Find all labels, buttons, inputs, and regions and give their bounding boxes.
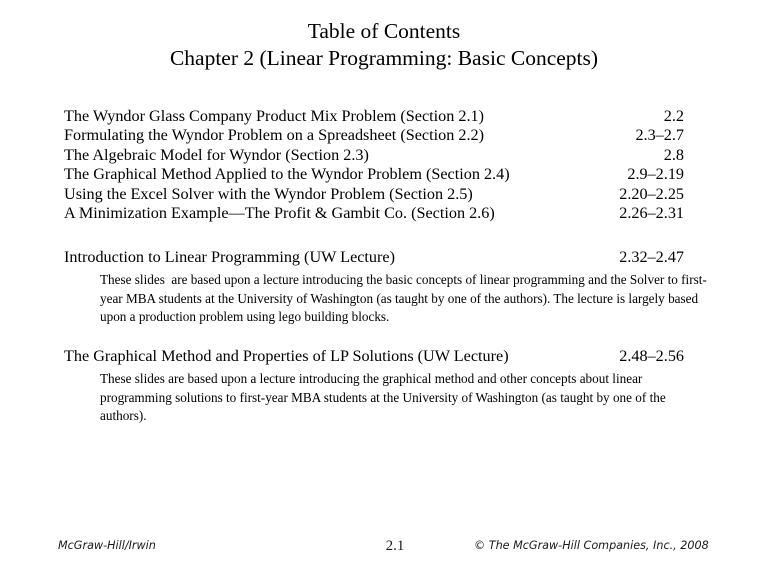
toc-entry[interactable] (64, 204, 684, 223)
toc-entry-label: A Minimization Example—The Profit & Gambit Co. (Section 2.6) (64, 203, 495, 222)
toc-entry-pages: 2.3–2.7 (635, 126, 684, 145)
lecture-description: These slides are based upon a lecture introducing the basic concepts of linear programming and the Solver to first-year MBA students at the University of Washington (as taught by one of the authors). The lecture is largely based upon a production problem using lego building blocks. (100, 272, 707, 324)
toc-entry[interactable] (64, 126, 684, 145)
toc-entry-pages: 2.9–2.19 (627, 165, 684, 184)
toc-entry-label: The Graphical Method Applied to the Wyndor Problem (Section 2.4) (64, 165, 510, 184)
toc-entry[interactable] (64, 107, 684, 126)
toc-entry-label: The Wyndor Glass Company Product Mix Problem (Section 2.1) (64, 107, 485, 125)
toc-entry-pages: 2.20–2.25 (619, 184, 684, 203)
lecture-entry (64, 347, 708, 425)
toc-entry-label: The Algebraic Model for Wyndor (Section 2.3) (64, 145, 369, 164)
lecture-header[interactable] (64, 347, 684, 366)
lecture-title: Introduction to Linear Programming (UW Lecture) (64, 248, 395, 266)
toc-entry-pages: 2.8 (663, 145, 684, 164)
footer-copyright: © The McGraw-Hill Companies, Inc., 2008 (474, 539, 709, 552)
toc-entry[interactable] (64, 185, 684, 204)
table-of-contents-list (64, 107, 684, 223)
lecture-header[interactable] (64, 248, 684, 267)
title-line-secondary: Chapter 2 (Linear Programming: Basic Concepts) (169, 46, 599, 70)
toc-entry[interactable] (64, 165, 684, 184)
footer-publisher: McGraw-Hill/Irwin (58, 539, 156, 552)
title-line-primary: Table of Contents (307, 19, 461, 43)
lecture-entry (64, 248, 708, 326)
lecture-description: These slides are based upon a lecture introducing the graphical method and other concepts about linear programming solutions to first-year MBA students at the University of Washington (as taught by one of the authors). (100, 371, 669, 423)
toc-entry[interactable] (64, 146, 684, 165)
toc-entry-pages: 2.2 (663, 107, 684, 125)
lecture-pages: 2.48–2.56 (619, 347, 684, 365)
lecture-title: The Graphical Method and Properties of LP Solutions (UW Lecture) (64, 347, 509, 365)
slide-title (0, 18, 768, 72)
toc-entry-label: Formulating the Wyndor Problem on a Spreadsheet (Section 2.2) (64, 126, 484, 145)
toc-entry-pages: 2.26–2.31 (619, 203, 684, 222)
footer-slide-number: 2.1 (385, 538, 405, 554)
lecture-pages: 2.32–2.47 (619, 248, 684, 266)
toc-entry-label: Using the Excel Solver with the Wyndor Problem (Section 2.5) (64, 184, 473, 203)
